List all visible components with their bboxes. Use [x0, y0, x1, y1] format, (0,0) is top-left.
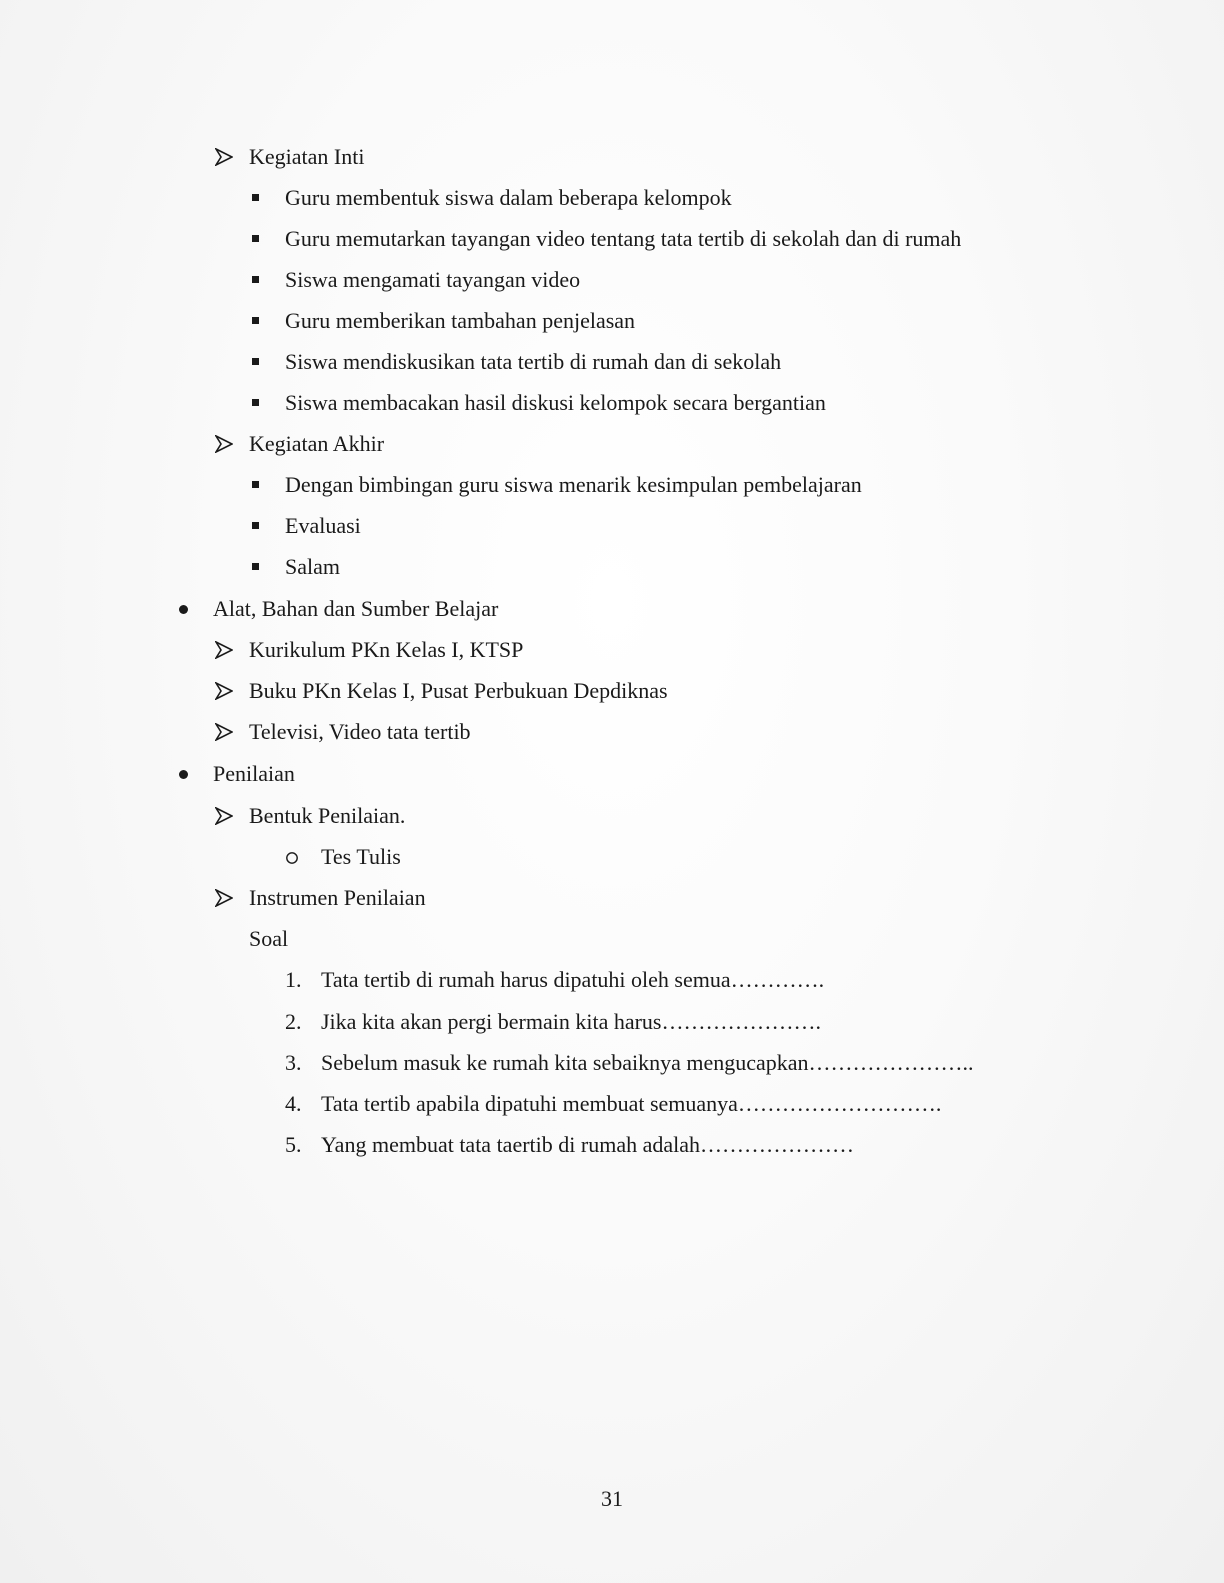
- list-item: Siswa membacakan hasil diskusi kelompok secara bergantian: [285, 390, 826, 415]
- square-bullet-icon: [252, 276, 259, 283]
- list-item: Buku PKn Kelas I, Pusat Perbukuan Depdiknas: [249, 678, 668, 703]
- round-bullet-icon: [179, 770, 188, 779]
- round-bullet-icon: [179, 605, 188, 614]
- question-text: Jika kita akan pergi bermain kita harus………………….: [321, 1009, 821, 1034]
- question-number: 5.: [285, 1132, 302, 1157]
- section-heading-alat-bahan: Alat, Bahan dan Sumber Belajar: [213, 596, 499, 621]
- question-number: 4.: [285, 1091, 302, 1116]
- square-bullet-icon: [252, 358, 259, 365]
- section-heading-penilaian: Penilaian: [213, 761, 295, 786]
- list-item: Guru memutarkan tayangan video tentang tata tertib di sekolah dan di rumah: [285, 226, 962, 251]
- list-item: Televisi, Video tata tertib: [249, 719, 471, 744]
- list-item: Evaluasi: [285, 513, 361, 538]
- page-number: 31: [601, 1486, 623, 1511]
- section-heading-kegiatan-akhir: Kegiatan Akhir: [249, 431, 385, 456]
- section-heading-kegiatan-inti: Kegiatan Inti: [249, 144, 365, 169]
- list-item: Guru membentuk siswa dalam beberapa kelompok: [285, 185, 732, 210]
- list-item: Dengan bimbingan guru siswa menarik kesimpulan pembelajaran: [285, 472, 862, 497]
- arrowhead-bullet-icon: [215, 148, 233, 166]
- question-text: Yang membuat tata taertib di rumah adalah…………………: [321, 1132, 854, 1157]
- question-text: Tata tertib apabila dipatuhi membuat semuanya……………………….: [321, 1091, 942, 1116]
- arrowhead-bullet-icon: [215, 889, 233, 907]
- list-item: Siswa mendiskusikan tata tertib di rumah dan di sekolah: [285, 349, 782, 374]
- question-number: 3.: [285, 1050, 302, 1075]
- square-bullet-icon: [252, 563, 259, 570]
- list-item: Kurikulum PKn Kelas I, KTSP: [249, 637, 524, 662]
- square-bullet-icon: [252, 194, 259, 201]
- list-item: Tes Tulis: [321, 844, 401, 869]
- square-bullet-icon: [252, 235, 259, 242]
- square-bullet-icon: [252, 317, 259, 324]
- list-item: Siswa mengamati tayangan video: [285, 267, 581, 292]
- arrowhead-bullet-icon: [215, 435, 233, 453]
- square-bullet-icon: [252, 522, 259, 529]
- question-number: 2.: [285, 1009, 302, 1034]
- subheading-instrumen-penilaian: Instrumen Penilaian: [249, 885, 426, 910]
- soal-label: Soal: [249, 926, 289, 951]
- list-item: Salam: [285, 554, 340, 579]
- question-text: Tata tertib di rumah harus dipatuhi oleh semua………….: [321, 967, 825, 992]
- subheading-bentuk-penilaian: Bentuk Penilaian.: [249, 803, 406, 828]
- arrowhead-bullet-icon: [215, 807, 233, 825]
- arrowhead-bullet-icon: [215, 641, 233, 659]
- arrowhead-bullet-icon: [215, 723, 233, 741]
- question-text: Sebelum masuk ke rumah kita sebaiknya mengucapkan…………………..: [321, 1050, 974, 1075]
- square-bullet-icon: [252, 399, 259, 406]
- question-number: 1.: [285, 967, 302, 992]
- arrowhead-bullet-icon: [215, 682, 233, 700]
- list-item: Guru memberikan tambahan penjelasan: [285, 308, 636, 333]
- hollow-circle-bullet-icon: [285, 851, 299, 865]
- square-bullet-icon: [252, 481, 259, 488]
